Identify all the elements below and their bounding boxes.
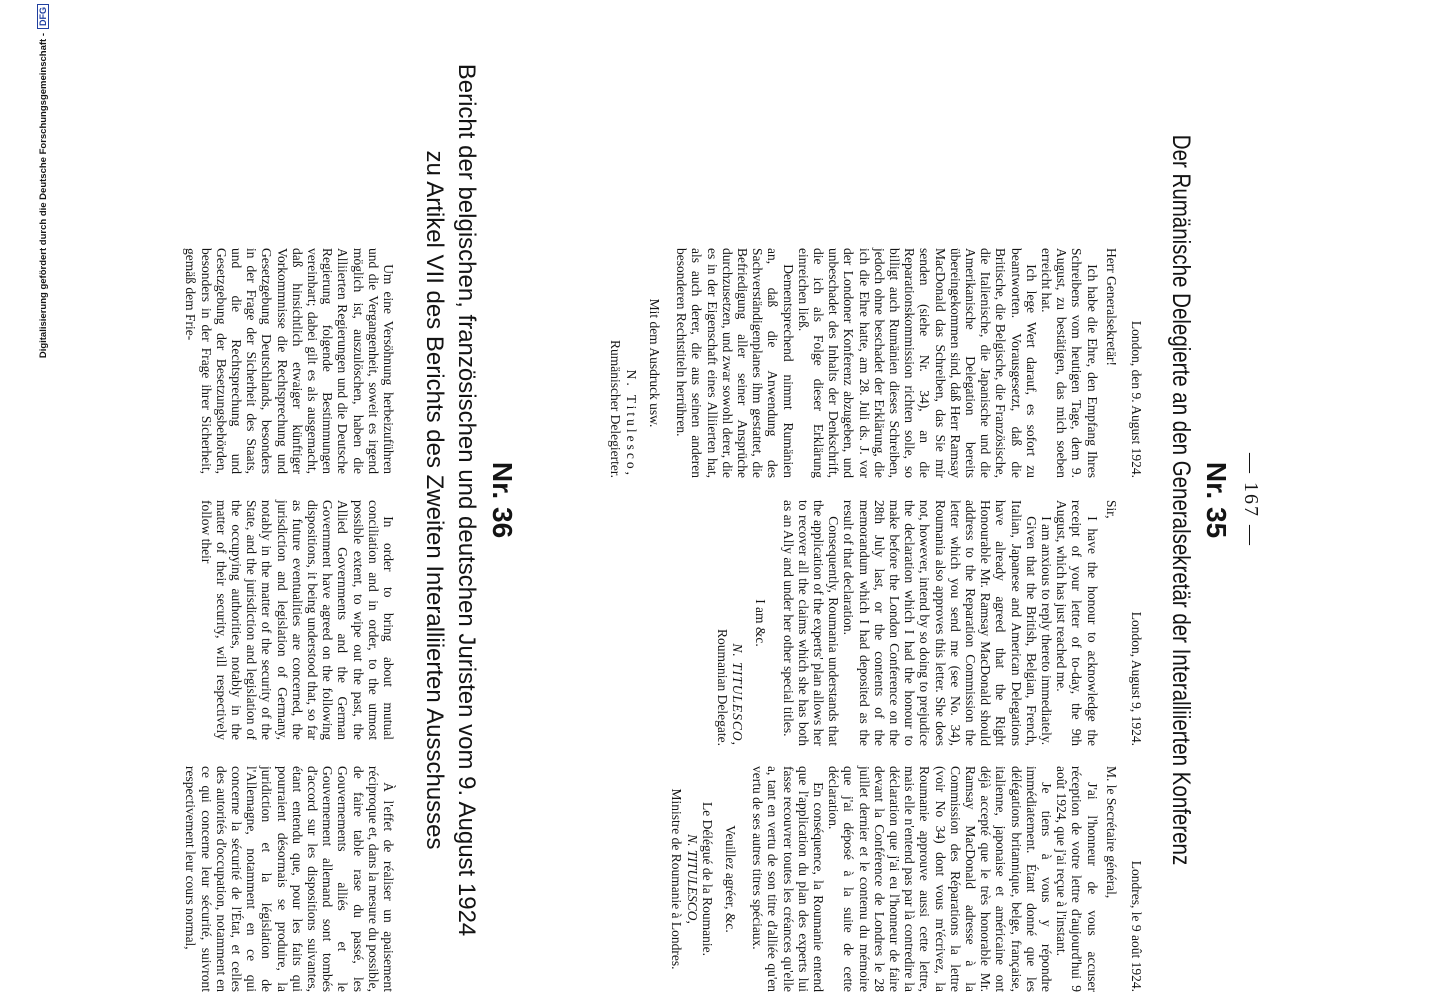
doc36-title-line1: Bericht der belgischen, französischen und deutschen Juristen vom 9. August 1924 [453,63,480,937]
salutation: Sir, [1103,500,1119,519]
signature-title: Rumänischer Delegierter. [608,340,624,478]
paragraph: Dementsprechend nimmt Rumänien an, daß die Anwendung des Sachverständigenplanes ihm gestattet, die Befriedigung aller seiner Ansprüche durchzusetzen, und zwar sowohl derer, die es in der Eigenschaft eines Alliierten hat, als auch derer, die aus seinen anderen besonderen Rechtstiteln herrühren. [674,248,796,478]
paragraph: À l'effet de réaliser un apaisement réciproque et, dans la mesure du possible, de faire table rase du passé, les Gouvernements alliés et le Gouvernement allemand sont tombés d'accord sur les dispositions suivantes, étant entendu que, pour les faits qui pourraient désormais se produire, la juridiction et la législation de l'Allemagne, notamment en ce qui concerne la sécurité de l'État, et celles des autorités d'occupation, notamment en ce qui concerne leur sécurité, suivront respectivement leur cours normal, [183,766,396,992]
signature-name: N. TITULESCO, [730,643,746,746]
date-line: London, August 9, 1924. [1129,611,1144,746]
closing-line: Mit dem Ausdruck usw. [646,298,662,428]
doc36-column-french [183,766,396,992]
doc36-title-line2: zu Artikel VII des Berichts des Zweiten Interalliierten Ausschusses [421,150,448,850]
signature-name: N. TITULESCO, [684,834,700,924]
salutation: Herr Generalsekretär! [1103,248,1119,367]
paragraph: Given that the British, Belgian, French, Italian, Japanese and American Delegations have already agreed that the Right Honourable Mr. Ramsay MacDonald should address to the Reparation Commission the letter which you send me (see No. 34), Roumania also approves this letter. She does not, however, intend by so doing to prejudice the declaration which I had the honour to make before the London Conference on the 28th July last, or the contents of the memorandum which I had deposited as the result of that declaration. [841,500,1039,746]
doc36-column-english [198,500,396,740]
paragraph: Je tiens à vous y répondre immédiatement. Étant donné que les délégations britannique, belge, française, italienne, japonaise et américaine ont déjà accepté que le très honorable Mr. Ramsay MacDonald adresse à la Commission des Réparations la lettre (voir No 34) dont vous m'écrivez, la Roumanie approuve aussi cette lettre, mais elle n'entend pas par là contredire la déclaration que j'ai eu l'honneur de faire devant la Conférence de Londres le 28 juillet dernier et le contenu du mémoire que j'ai déposé à la suite de cette déclaration. [826,766,1054,992]
paragraph: Um eine Versöhnung herbeizuführen und die Vergangenheit, soweit es irgend möglich ist, auszulöschen, haben die Alliierten Regierungen und die Deutsche Regierung folgende Bestimmungen vereinbart; dabei gilt es als ausgemacht, daß hinsichtlich etwaiger künftiger Vorkommnisse die Rechtsprechung und Gesetzgebung Deutschlands, besonders in der Frage der Sicherheit des Staats, und die Rechtsprechung und Gesetzgebung der Besetzungsbehörden, besonders in der Frage ihrer Sicherheit, gemäß dem Frie- [183,248,396,474]
footer-text: Digitalisierung gefördert durch die Deutsche Forschungsgemeinschaft - [37,33,49,359]
paragraph: I am anxious to reply thereto immediately. [1038,516,1054,746]
date-line: Londres, le 9 août 1924. [1129,860,1144,992]
page-number: — 167 — [1240,453,1262,547]
doc36-column-german [183,248,396,474]
signature-title: Roumanian Delegate. [714,629,730,746]
doc35-column-german [608,248,1144,478]
paragraph: En conséquence, la Roumanie entend que l'application du plan des experts lui fasse recouvrer toutes les créances qu'elle a, tant en vertu de son titre d'alliée qu'en vertu de ses autres titres spéciaux. [750,766,826,992]
dfg-logo-icon: DFG [37,4,49,29]
paragraph: Consequently, Roumania understands that the application of the experts' plan allows her to recover all the claims which she has both as an Ally and under her other special titles. [780,500,842,746]
salutation: M. le Secrétaire général, [1103,766,1119,899]
date-line: London, den 9. August 1924. [1129,320,1144,478]
digitization-footer [16,0,70,1000]
closing-line: I am &c. [753,599,769,647]
paragraph: I have the honour to acknowledge the receipt of your letter of to-day, the 9th August, which has just reached me. [1054,500,1100,746]
doc36-title [418,10,482,990]
doc35-title: Der Rumänische Delegierte an den Generalsekretär der Interalliierten Konferenz [1167,134,1195,866]
signature-name: N. Titulesco, [623,369,639,478]
closing-line: Veuillez agréer, &c. [722,825,738,933]
paragraph: In order to bring about mutual conciliation and in order, to the utmost possible extent, to wipe out the past, the Allied Governments and the German Government have agreed on the following dispositions, it being understood that, so far as future eventualities are concerned, the jurisdiction and legislation of Germany, notably in the matter of the security of the State, and the jurisdiction and legislation of the occupying authorities, notably in the matter of their security, will respectively follow their [198,500,396,740]
paragraph: Ich lege Wert darauf, es sofort zu beantworten. Vorausgesetzt, daß die Britische, die Belgische, die Französische, die Italienische, die Japanische und die Amerikanische Delegation bereits übereingekommen sind, daß Herr Ramsay MacDonald das Schreiben, das Sie mir senden (siehe Nr. 34), an die Reparationskommission richten solle, so billigt auch Rumänien dieses Schreiben, jedoch ohne beschadet der Erklärung, die ich die Ehre hatte, am 28. Juli ds. J. vor der Londoner Konferenz abzugeben, und unbeschadet des Inhalts der Denkschrift, die ich als Folge dieser Erklärung einreichen ließ. [795,248,1039,478]
doc36-number: Nr. 36 [487,461,518,539]
doc35-column-english [715,500,1144,746]
paragraph: J'ai l'honneur de vous accuser réception de votre lettre d'aujourd'hui 9 août 1924, que j'ai reçue à l'instant. [1054,766,1100,992]
signature-title: Ministre de Roumanie à Londres. [669,788,685,970]
paragraph: Ich habe die Ehre, den Empfang Ihres Schreibens vom heutigen Tage, dem 9. August, zu bestätigen, das mich soeben erreicht hat. [1038,248,1100,478]
doc35-number: Nr. 35 [1201,461,1232,539]
signature-title: Le Délégué de la Roumanie. [699,801,715,957]
doc35-column-french [669,766,1144,992]
